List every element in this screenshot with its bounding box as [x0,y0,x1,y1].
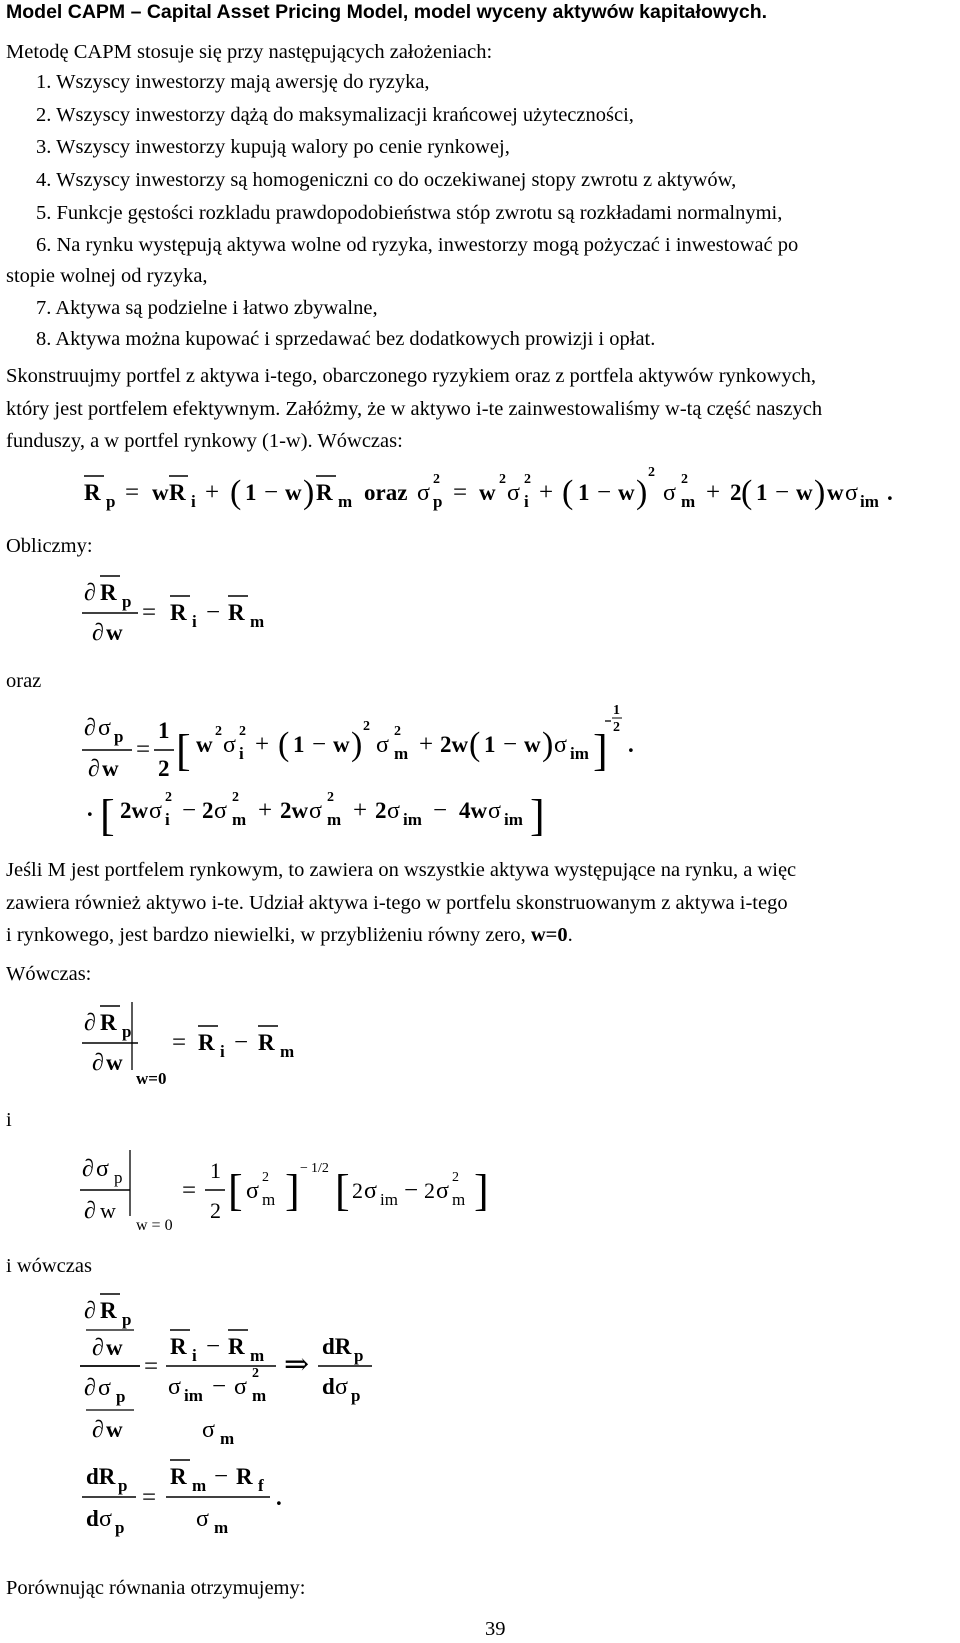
svg-text:dR: dR [322,1334,352,1359]
svg-text:σ: σ [663,480,676,506]
svg-text:w: w [106,1417,123,1442]
svg-text:]: ] [593,726,608,775]
svg-text:−: − [264,479,279,506]
svg-text:=: = [172,1029,187,1056]
svg-text:): ) [303,474,315,511]
svg-text:2: 2 [352,1178,363,1203]
label-wowczas: Wówczas: [6,963,92,985]
svg-text:∂: ∂ [84,580,96,606]
svg-text:m: m [681,492,696,511]
svg-text:2: 2 [375,798,387,823]
svg-text:i: i [165,810,170,829]
svg-text:w: w [479,480,496,505]
svg-text:2: 2 [730,480,742,505]
svg-text:∂: ∂ [84,1198,96,1224]
svg-text:w: w [618,480,635,505]
svg-text:σ: σ [214,798,227,824]
svg-text:∂: ∂ [84,1375,96,1401]
svg-text:σ: σ [507,480,520,506]
svg-text:σ: σ [98,1375,111,1401]
svg-text:m: m [394,744,409,763]
svg-text:R: R [100,1010,117,1035]
svg-text:=: = [453,479,468,506]
svg-text:σ: σ [99,1506,112,1532]
svg-text:]: ] [530,791,545,840]
svg-text:−: − [214,1463,229,1490]
svg-text:]: ] [474,1166,489,1215]
svg-text:m: m [327,810,342,829]
svg-text:2: 2 [524,472,531,487]
svg-text:2: 2 [452,1170,459,1185]
svg-text:p: p [118,1476,128,1495]
svg-text:R: R [228,1334,245,1359]
svg-text:R: R [100,1298,117,1323]
svg-text:∂: ∂ [82,1156,94,1182]
equation-dRp-dw-at-zero [82,1002,294,1088]
list-item: 3. Wszyscy inwestorzy kupują walory po cenie rynkowej, [36,136,510,158]
svg-text:−: − [234,1029,249,1056]
svg-text:2: 2 [210,1198,221,1223]
paragraph-line: Skonstruujmy portfel z aktywa i-tego, obarczonego ryzykiem oraz z portfela aktywów rynkowych, [6,365,817,387]
equation-dsigma-dw-at-zero [80,1150,489,1234]
svg-text:[: [ [335,1166,350,1215]
svg-text:+: + [353,797,368,824]
svg-text:im: im [860,492,879,511]
svg-text:σ: σ [234,1374,247,1400]
svg-text:1/2: 1/2 [311,1161,329,1176]
svg-text:m: m [232,810,247,829]
svg-text:(: ( [741,474,753,511]
svg-text:w: w [102,756,119,781]
svg-text:−: − [206,1333,221,1360]
svg-text:p: p [122,1022,132,1041]
svg-text:σ: σ [309,798,322,824]
svg-text:(: ( [469,726,481,763]
svg-text:i: i [191,492,196,511]
svg-text:1: 1 [245,480,257,505]
equation-portfolio [84,465,893,511]
svg-text:m: m [262,1190,276,1209]
svg-text:2: 2 [327,790,334,805]
svg-text:oraz: oraz [364,480,408,505]
svg-text:m: m [280,1042,295,1061]
svg-text:σ: σ [196,1506,209,1532]
svg-text:2: 2 [158,756,170,781]
svg-text:σ: σ [488,798,501,824]
svg-text:w: w [827,480,844,505]
list-item: 2. Wszyscy inwestorzy dążą do maksymalizacji krańcowej użyteczności, [36,104,634,126]
svg-text:w: w [796,480,813,505]
svg-text:1: 1 [613,703,620,718]
svg-text:2: 2 [232,790,239,805]
svg-text:∂: ∂ [84,1010,96,1036]
svg-text:p: p [433,492,443,511]
svg-text:m: m [250,1346,265,1365]
svg-text:2: 2 [239,724,246,739]
svg-text:σ: σ [845,480,858,506]
svg-text:w=0: w=0 [136,1069,167,1088]
svg-text:−: − [433,797,448,824]
svg-text:R: R [236,1464,253,1489]
svg-text:): ) [814,474,826,511]
svg-text:∂: ∂ [84,1298,96,1324]
svg-text:): ) [351,726,363,763]
svg-text:2: 2 [394,724,401,739]
svg-text:∂: ∂ [88,756,100,782]
svg-text:R: R [258,1030,275,1055]
svg-text:∂: ∂ [92,1417,104,1443]
svg-text:w: w [196,732,213,757]
svg-text:p: p [122,592,132,611]
svg-text:p: p [106,492,116,511]
label-i: i [6,1109,12,1131]
svg-text:−: − [182,797,197,824]
svg-text:R: R [84,480,101,505]
svg-text:w: w [106,1050,123,1075]
svg-text:2: 2 [262,1170,269,1185]
svg-text:R: R [228,600,245,625]
label-obliczmy: Obliczmy: [6,535,93,557]
list-item: 7. Aktywa są podzielne i łatwo zbywalne, [36,297,378,319]
page-title: Model CAPM – Capital Asset Pricing Model, model wyceny aktywów kapitałowych. [6,1,768,23]
svg-text:4w: 4w [459,798,488,823]
intro-text: Metodę CAPM stosuje się przy następujących założeniach: [6,41,493,63]
svg-text:(: ( [230,474,242,511]
svg-text:i: i [192,1346,197,1365]
svg-text:m: m [252,1386,267,1405]
svg-text:−: − [775,479,790,506]
svg-text:2: 2 [165,790,172,805]
list-item: 8. Aktywa można kupować i sprzedawać bez dodatkowych prowizji i opłat. [36,328,656,350]
svg-text:im: im [184,1386,203,1405]
svg-text:∂: ∂ [92,1050,104,1076]
svg-text:im: im [403,810,422,829]
svg-text:[: [ [228,1166,243,1215]
svg-text:w = 0: w = 0 [136,1217,173,1234]
equation-ratio-implication [80,1294,372,1448]
svg-text:p: p [354,1346,364,1365]
paragraph-line: Jeśli M jest portfelem rynkowym, to zawiera on wszystkie aktywa występujące na rynku, a więc [6,859,797,881]
svg-text:=: = [142,599,157,626]
svg-text:w: w [285,480,302,505]
paragraph-line: i rynkowego, jest bardzo niewielki, w przybliżeniu równy zero, w=0. [6,924,573,946]
equation-dRp-dw [82,576,264,646]
svg-text:.: . [276,1485,282,1510]
svg-text:σ: σ [335,1374,348,1400]
svg-text:σ: σ [223,732,236,758]
paragraph-line: funduszy, a w portfel rynkowy (1-w). Wówczas: [6,430,403,452]
svg-text:w: w [106,620,123,645]
svg-text:1: 1 [484,732,496,757]
svg-text:σ: σ [376,732,389,758]
svg-text:p: p [115,1518,125,1537]
svg-text:−: − [404,1177,419,1204]
svg-text:w: w [333,732,350,757]
svg-text:1: 1 [578,480,590,505]
svg-text:d: d [86,1506,99,1531]
paragraph-line: który jest portfelem efektywnym. Załóżmy, że w aktywo i-te zainwestowaliśmy w-tą część naszych [6,398,823,420]
svg-text:2: 2 [648,465,655,480]
svg-text:1: 1 [756,480,768,505]
list-item: 1. Wszyscy inwestorzy mają awersję do ryzyka, [36,71,430,93]
svg-text:im: im [380,1190,398,1209]
svg-text:): ) [636,474,648,511]
svg-text:w: w [152,480,169,505]
svg-text:−: − [206,599,221,626]
svg-text:m: m [338,492,353,511]
svg-text:p: p [351,1386,361,1405]
svg-text:σ: σ [436,1178,449,1204]
svg-text:R: R [170,600,187,625]
svg-text:(: ( [278,726,290,763]
svg-text:σ: σ [246,1178,259,1204]
svg-text:2w: 2w [120,798,149,823]
svg-text:=: = [125,479,140,506]
svg-text:2: 2 [215,724,222,739]
svg-text:p: p [114,727,124,746]
svg-text:2: 2 [202,798,214,823]
svg-text:w: w [100,1198,116,1223]
svg-text:1: 1 [158,718,170,743]
svg-text:σ: σ [364,1178,377,1204]
svg-text:+: + [258,797,273,824]
svg-text:[: [ [100,791,115,840]
svg-text:σ: σ [98,715,111,741]
svg-text:f: f [258,1476,264,1495]
svg-text:i: i [239,744,244,763]
svg-text:σ: σ [387,798,400,824]
list-item: 4. Wszyscy inwestorzy są homogeniczni co do oczekiwanej stopy zwrotu z aktywów, [36,169,737,191]
svg-text:+: + [706,479,721,506]
svg-text:w: w [524,732,541,757]
svg-text:=: = [182,1177,197,1204]
svg-text:1: 1 [210,1158,221,1183]
svg-text:.: . [887,480,893,505]
svg-text:R: R [169,480,186,505]
svg-text:=: = [142,1484,157,1511]
svg-text:2: 2 [681,472,688,487]
svg-text:−: − [503,731,518,758]
svg-text:+: + [419,731,434,758]
svg-text:R: R [170,1464,187,1489]
svg-text:∂: ∂ [84,715,96,741]
svg-text:·: · [86,802,94,827]
svg-text:p: p [116,1387,126,1406]
svg-text:2: 2 [433,472,440,487]
svg-text:m: m [214,1518,229,1537]
svg-text:2: 2 [424,1178,435,1203]
svg-text:2: 2 [499,472,506,487]
svg-text:2w: 2w [440,732,469,757]
svg-text:m: m [250,612,265,631]
svg-text:i: i [220,1042,225,1061]
svg-text:σ: σ [149,798,162,824]
label-oraz: oraz [6,670,42,692]
svg-text:dR: dR [86,1464,116,1489]
svg-text:∂: ∂ [92,1335,104,1361]
svg-text:+: + [539,479,554,506]
svg-text:σ: σ [202,1417,215,1443]
svg-text:+: + [205,479,220,506]
svg-text:=: = [136,736,151,763]
svg-text:∂: ∂ [92,620,104,646]
svg-text:i: i [192,612,197,631]
svg-text:R: R [100,580,117,605]
svg-text:σ: σ [168,1374,181,1400]
svg-text:m: m [452,1190,466,1209]
svg-text:(: ( [562,474,574,511]
svg-text:+: + [255,731,270,758]
svg-text:]: ] [285,1166,300,1215]
svg-text:=: = [144,1353,159,1380]
svg-text:σ: σ [96,1156,109,1182]
svg-text:): ) [542,726,554,763]
svg-text:⇒: ⇒ [284,1348,310,1381]
svg-text:−: − [312,731,327,758]
svg-text:2: 2 [363,719,370,734]
svg-text:.: . [628,732,634,757]
svg-text:2: 2 [252,1366,259,1381]
svg-text:i: i [524,492,529,511]
svg-text:p: p [114,1168,123,1187]
equation-dsigma-dw [82,703,634,840]
svg-text:1: 1 [293,732,305,757]
paragraph-line: zawiera również aktywo i-te. Udział aktywa i-tego w portfelu skonstruowanym z aktywa i-tego [6,892,788,914]
list-item: 5. Funkcje gęstości rozkladu prawdopodobieństwa stóp zwrotu są rozkładami normalnymi, [36,202,783,224]
list-item: 6. Na rynku występują aktywa wolne od ryzyka, inwestorzy mogą pożyczać i inwestować po [36,234,799,256]
svg-text:im: im [504,810,523,829]
label-i-wowczas: i wówczas [6,1255,92,1277]
equation-cml-slope [82,1460,282,1537]
svg-text:w: w [106,1335,123,1360]
list-item-continuation: stopie wolnej od ryzyka, [6,265,208,287]
svg-text:R: R [316,480,333,505]
svg-text:2: 2 [613,720,620,735]
svg-text:σ: σ [554,732,567,758]
closing-text: Porównując równania otrzymujemy: [6,1577,306,1599]
svg-text:p: p [122,1310,132,1329]
svg-text:R: R [198,1030,215,1055]
svg-text:2w: 2w [280,798,309,823]
svg-text:−: − [212,1373,227,1400]
svg-text:[: [ [176,726,191,775]
svg-text:im: im [570,744,589,763]
svg-text:−: − [597,479,612,506]
svg-text:m: m [220,1429,235,1448]
svg-text:d: d [322,1374,335,1399]
svg-text:σ: σ [417,480,430,506]
svg-text:−: − [300,1161,308,1176]
svg-text:R: R [170,1334,187,1359]
page-number: 39 [485,1618,506,1640]
svg-text:m: m [192,1476,207,1495]
